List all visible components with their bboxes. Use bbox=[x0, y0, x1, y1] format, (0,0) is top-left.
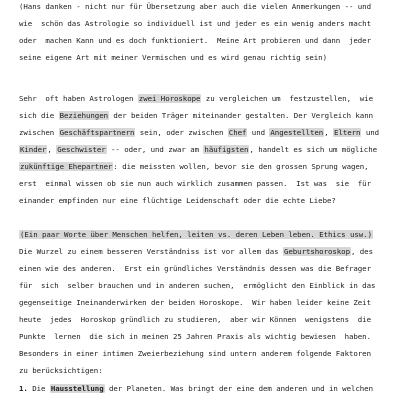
text-segment: , bbox=[47, 145, 57, 154]
text-line bbox=[19, 19, 391, 28]
text-segment: zwischen bbox=[19, 128, 59, 137]
highlighted-text: häufigsten bbox=[204, 145, 249, 154]
text-segment: der Planeten. Was bringt der eine dem anderen und in welchen bbox=[104, 384, 373, 393]
highlighted-text: Chef bbox=[228, 128, 247, 137]
text-segment: seine eigene Art mit meiner Vermischen und es wird genau richtig sein) bbox=[19, 53, 327, 62]
text-line bbox=[19, 366, 391, 375]
text-segment: wie schön das Astrologie so individuell ist und jeder es ein wenig anders macht bbox=[19, 19, 371, 28]
highlighted-text: Geschäftspartnern bbox=[59, 128, 135, 137]
highlighted-text: zukünftige Ehepartner bbox=[20, 162, 113, 171]
text-segment: sich die bbox=[19, 111, 59, 120]
text-line bbox=[19, 94, 391, 103]
text-segment: , bbox=[324, 128, 334, 137]
text-line bbox=[19, 111, 391, 120]
text-line bbox=[19, 162, 391, 171]
text-line bbox=[19, 247, 391, 256]
text-line bbox=[19, 53, 391, 62]
text-line bbox=[19, 332, 391, 341]
text-segment: , handelt es sich um mögliche bbox=[249, 145, 378, 154]
highlighted-text: zwei Horoskope bbox=[138, 94, 201, 103]
text-segment: und bbox=[361, 128, 380, 137]
text-line bbox=[19, 145, 391, 154]
text-line bbox=[19, 2, 391, 11]
text-segment: der beiden Träger miteinander gestalten. Der Vergleich kann bbox=[109, 111, 373, 120]
highlighted-text: Kinder bbox=[20, 145, 47, 154]
text-segment: einander empfinden nur eine flüchtige Leidenschaft oder die echte Liebe? bbox=[19, 196, 336, 205]
text-segment: oder machen Kann und es doch funktioniert. Meine Art probieren und dann jeder bbox=[19, 36, 371, 45]
text-segment: -- oder, und zwar am bbox=[106, 145, 204, 154]
highlighted-text: Hausstellung bbox=[50, 384, 104, 393]
text-segment: , des bbox=[350, 247, 373, 256]
highlighted-text: Eltern bbox=[334, 128, 361, 137]
text-segment: Die bbox=[27, 384, 50, 393]
text-segment: Besonders in einer intimen Zweierbeziehung sind untern anderem folgende Faktoren bbox=[19, 349, 371, 358]
text-segment: : die meissten wollen, bevor sie den grossen Sprung wagen, bbox=[113, 162, 369, 171]
text-segment: 1. bbox=[19, 384, 28, 393]
highlighted-text: (Ein paar Worte über Menschen helfen, leiten vs. deren Leben leben. Ethics usw.) bbox=[20, 230, 372, 239]
text-line bbox=[19, 36, 391, 45]
highlighted-text: Beziehungen bbox=[59, 111, 109, 120]
text-line bbox=[19, 196, 391, 205]
highlighted-text: Geburtshoroskop bbox=[283, 247, 350, 256]
highlighted-text: Angestellten bbox=[270, 128, 324, 137]
text-segment: (Hans danken - nicht nur für Übersetzung aber auch die vielen Anmerkungen -- und bbox=[19, 2, 371, 11]
text-segment: Sehr oft haben Astrologen bbox=[19, 94, 138, 103]
text-line bbox=[19, 384, 391, 393]
text-segment: zu berücksichtigen: bbox=[19, 366, 103, 375]
text-line bbox=[19, 128, 391, 137]
highlighted-text: Geschwister bbox=[57, 145, 106, 154]
text-segment: zu vergleichen um festzustellen, wie bbox=[201, 94, 373, 103]
text-segment: erst einmal wissen ob sie nun auch wirklich zusammen passen. Ist was sie für bbox=[19, 179, 371, 188]
text-segment: Punkte lernen die sich in meinen 25 Jahren Praxis als wichtig bewiesen haben. bbox=[19, 332, 371, 341]
text-segment: und bbox=[247, 128, 270, 137]
text-segment: für sich selber brauchen und in anderen suchen, ermöglicht den Einblick in das bbox=[19, 281, 376, 290]
text-line bbox=[19, 230, 391, 239]
text-segment: heute jedes Horoskop gründlich zu studieren, aber wir Können wenigstens die bbox=[19, 315, 371, 324]
text-segment: einen wie des anderen. Erst ein gründliches Verständnis dessen was die Befrager bbox=[19, 264, 371, 273]
text-line bbox=[19, 281, 391, 290]
text-line bbox=[19, 264, 391, 273]
text-segment: sein, oder zwischen bbox=[135, 128, 228, 137]
text-line bbox=[19, 349, 391, 358]
text-line bbox=[19, 315, 391, 324]
text-line bbox=[19, 298, 391, 307]
text-line bbox=[19, 179, 391, 188]
text-segment: gegenseitige Ineinanderwirken der beiden Horoskope. Wir haben leider keine Zeit bbox=[19, 298, 371, 307]
text-segment: Die Wurzel zu einem besseren Verständniss ist vor allem das bbox=[19, 247, 283, 256]
